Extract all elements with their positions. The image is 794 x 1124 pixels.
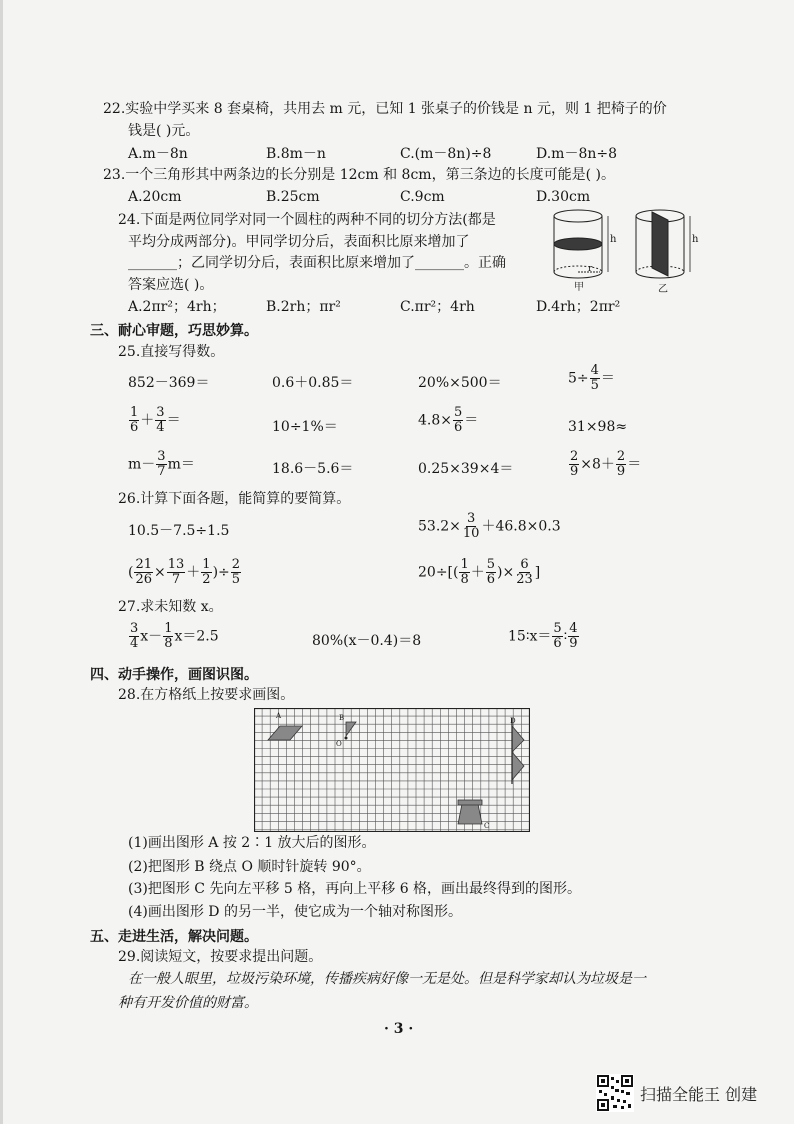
grid-paper [254, 708, 530, 832]
q26-expr-4: 20÷[( $\frac{1}{8}$ ＋ $\frac{5}{6}$ )× $\frac{6}{23}$ ] [418, 557, 541, 587]
fraction: $\frac{5}{6}$ [486, 557, 496, 587]
q25-title: 25.直接写得数。 [118, 344, 225, 360]
q28-task-3: (3)把图形 C 先向左平移 5 格，再向上平移 6 格，画出最终得到的图形。 [128, 881, 582, 897]
q22-stem-line2: 钱是( )元。 [128, 123, 200, 139]
q27-eq-1: $\frac{3}{4}$ x－ $\frac{1}{8}$ x＝2.5 [130, 621, 219, 651]
q25-r2-c4: 31×98≈ [568, 419, 628, 435]
q24-line3: _______；乙同学切分后，表面积比原来增加了_______。正确 [128, 255, 506, 271]
q24-option-b: B.2rh；πr² [266, 299, 341, 315]
fraction: $\frac{6}{23}$ [516, 557, 533, 587]
fraction: $\frac{1}{8}$ [164, 621, 173, 651]
q24-line4: 答案应选( )。 [128, 277, 214, 293]
q23-option-c: C.9cm [400, 189, 445, 205]
q27-eq-3: 15∶x＝ $\frac{5}{6}$ ∶ $\frac{4}{9}$ [508, 621, 578, 651]
q24-line1: 24.下面是两位同学对同一个圆柱的两种不同的切分方法(都是 [118, 212, 496, 228]
q28-task-2: (2)把图形 B 绕点 O 顺时针旋转 90°。 [128, 859, 371, 875]
label-b: B [339, 714, 345, 722]
q26-expr-2: 53.2× $\frac{3}{10}$ ＋46.8×0.3 [418, 511, 561, 541]
q28-title: 28.在方格纸上按要求画图。 [118, 687, 295, 703]
page-number: · 3 · [384, 1021, 414, 1037]
q25-r1-c4-a: 5÷ [568, 370, 589, 387]
label-a: A [276, 712, 282, 720]
q25-r3-c3: 0.25×39×4＝ [418, 461, 514, 477]
fraction: $\frac{2}{9}$ [616, 449, 626, 479]
label-h-yi: h [692, 234, 699, 245]
scan-margin-shadow [0, 0, 3, 1124]
section-4-heading: 四、动手操作，画图识图。 [90, 667, 258, 683]
q25-r2-c3: 4.8× $\frac{5}{6}$ ＝ [418, 405, 479, 435]
q26-title: 26.计算下面各题，能简算的要简算。 [118, 491, 351, 507]
q22-option-b: B.8m－n [266, 146, 326, 162]
q25-r1-c1: 852－369＝ [128, 375, 210, 391]
q29-passage-line2: 种有开发价值的财富。 [118, 995, 258, 1011]
cylinder-yi [636, 210, 690, 278]
q28-task-1: (1)画出图形 A 按 2∶1 放大后的图形。 [128, 835, 376, 851]
section-3-heading: 三、耐心审题，巧思妙算。 [90, 323, 258, 339]
fraction: $\frac{3}{7}$ [157, 449, 166, 479]
q23-option-d: D.30cm [536, 189, 591, 205]
q22-stem-line1: 22.实验中学买来 8 套桌椅，共用去 m 元，已知 1 张桌子的价钱是 n 元，则 1 把椅子的价 [103, 101, 667, 117]
label-o: O [336, 740, 342, 748]
fraction: $\frac{3}{4}$ [130, 621, 139, 651]
label-yi: 乙 [658, 284, 668, 295]
label-d: D [510, 717, 516, 725]
q24-option-d: D.4rh；2πr² [536, 299, 621, 315]
fraction: $\frac{1}{6}$ [130, 405, 139, 435]
q25-r1-c3: 20%×500＝ [418, 375, 502, 391]
point-o [345, 737, 348, 740]
q25-r2-c2: 10÷1%＝ [272, 419, 338, 435]
fraction: $\frac{2}{9}$ [570, 449, 579, 479]
q24-option-c: C.πr²；4rh [400, 299, 475, 315]
q25-r3-c2: 18.6－5.6＝ [272, 461, 354, 477]
shape-c-top [458, 800, 482, 805]
label-jia: 甲 [574, 282, 584, 293]
shape-d [512, 726, 524, 780]
shape-c [458, 804, 482, 824]
shape-a [268, 726, 302, 740]
fraction: $\frac{4}{5}$ [590, 363, 599, 393]
q27-eq-2: 80%(x－0.4)＝8 [312, 633, 422, 649]
fraction: $\frac{1}{2}$ [202, 557, 211, 587]
q25-r1-c2: 0.6＋0.85＝ [272, 375, 354, 391]
q28-task-4: (4)画出图形 D 的另一半，使它成为一个轴对称图形。 [128, 904, 462, 920]
q23-stem: 23.一个三角形其中两条边的长分别是 12cm 和 8cm，第三条边的长度可能是( )。 [103, 167, 615, 183]
fraction: $\frac{1}{8}$ [460, 557, 469, 587]
fraction: $\frac{5}{6}$ [454, 405, 463, 435]
cylinder-jia [554, 210, 608, 278]
qr-code-icon [596, 1074, 634, 1112]
q24-line2: 平均分成两部分)。甲同学切分后，表面积比原来增加了 [128, 234, 470, 250]
fraction: $\frac{4}{9}$ [569, 621, 578, 651]
fraction: $\frac{5}{6}$ [553, 621, 562, 651]
label-r-jia: r [588, 264, 593, 274]
q22-option-d: D.m－8n÷8 [536, 146, 618, 162]
fraction: $\frac{13}{7}$ [167, 557, 185, 587]
q25-r1-c4: 5÷ $\frac{4}{5}$ ＝ [568, 363, 615, 393]
q25-r3-c4: $\frac{2}{9}$ ×8＋ $\frac{2}{9}$ ＝ [570, 449, 642, 479]
q23-option-b: B.25cm [266, 189, 320, 205]
section-5-heading: 五、走进生活，解决问题。 [90, 929, 258, 945]
fraction: $\frac{2}{5}$ [231, 557, 241, 587]
label-c: C [484, 822, 490, 830]
q24-option-a: A.2πr²；4rh； [128, 299, 226, 315]
q27-title: 27.求未知数 x。 [118, 599, 223, 615]
q29-passage-line1: 在一般人眼里，垃圾污染环境，传播疾病好像一无是处。但是科学家却认为垃圾是一 [128, 971, 646, 987]
watermark-text: 扫描全能王 创建 [640, 1085, 758, 1104]
fraction: $\frac{21}{26}$ [135, 557, 153, 587]
q26-expr-3: ( $\frac{21}{26}$ × $\frac{13}{7}$ ＋ $\frac{1}{2}$ )÷ $\frac{2}{5}$ [128, 557, 241, 587]
q25-r3-c1: m－ $\frac{3}{7}$ m＝ [128, 449, 195, 479]
q26-expr-1: 10.5－7.5÷1.5 [128, 523, 230, 539]
q22-option-c: C.(m－8n)÷8 [400, 146, 492, 162]
label-h-jia: h [610, 234, 617, 245]
q25-r2-c1: $\frac{1}{6}$ ＋ $\frac{3}{4}$ ＝ [130, 405, 181, 435]
fraction: $\frac{3}{4}$ [156, 405, 165, 435]
q23-option-a: A.20cm [128, 189, 182, 205]
q22-option-a: A.m－8n [128, 146, 188, 162]
fraction: $\frac{3}{10}$ [462, 511, 480, 541]
q29-title: 29.阅读短文，按要求提出问题。 [118, 949, 323, 965]
